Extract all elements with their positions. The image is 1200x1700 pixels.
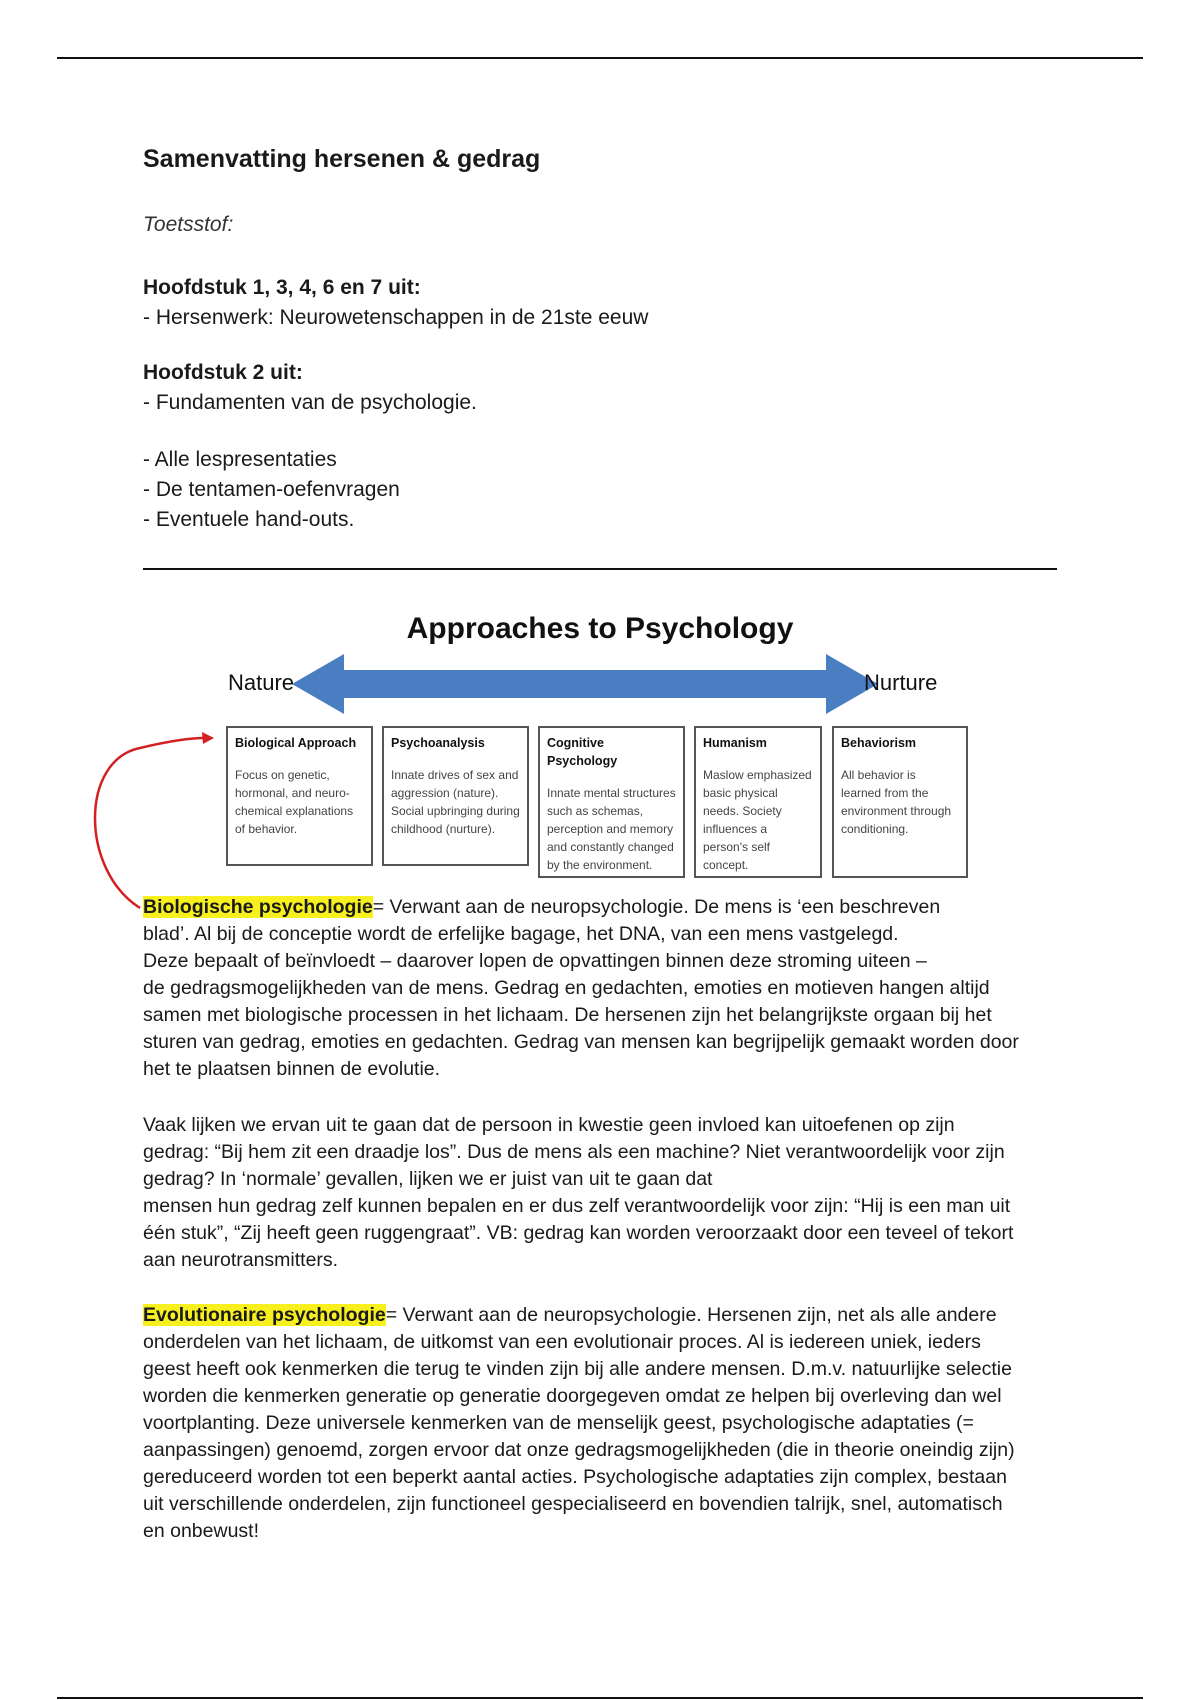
section-chapters-1 [143, 273, 648, 333]
paragraph-line: blad’. Al bij de conceptie wordt de erfelijke bagage, het DNA, van een mens vastgelegd. [143, 923, 899, 945]
bottom-rule [57, 1697, 1143, 1699]
approach-text: Focus on genetic, hormonal, and neuro-chemical explanations of behavior. [235, 768, 354, 836]
section-heading: Hoofdstuk 1, 3, 4, 6 en 7 uit: [143, 276, 421, 299]
list-item: - Eventuele hand-outs. [143, 508, 355, 531]
approach-text: Innate drives of sex and aggression (nature). Social upbringing during childhood (nurture). [391, 768, 520, 836]
paragraph-line: voortplanting. Deze universele kenmerken van de menselijk geest, psychologische adaptaties (= [143, 1412, 974, 1434]
paragraph-line: één stuk”, “Zij heeft geen ruggengraat”. VB: gedrag kan worden veroorzaakt door een teveel of tekort [143, 1222, 1014, 1244]
nature-nurture-arrow [222, 600, 978, 720]
section-divider [143, 568, 1057, 570]
paragraph-line: gedrag: “Bij hem zit een draadje los”. Dus de mens als een machine? Niet verantwoordelijk voor zijn [143, 1141, 1005, 1163]
approach-box-cognitive [538, 726, 685, 878]
approach-text: All behavior is learned from the environment through conditioning. [841, 768, 952, 836]
exam-material-label: Toetsstof: [143, 213, 234, 236]
figure-title: Approaches to Psychology [406, 612, 794, 645]
section-chapter-2 [143, 358, 477, 418]
paragraph-line: gedrag? In ‘normale’ gevallen, lijken we er juist van uit te gaan dat [143, 1168, 713, 1190]
paragraph-line: sturen van gedrag, emoties en gedachten. Gedrag van mensen kan begrijpelijk gemaakt worden door [143, 1031, 1019, 1053]
approach-heading: Behaviorism [841, 736, 917, 750]
paragraph-line: de gedragsmogelijkheden van de mens. Gedrag en gedachten, emoties en motieven hangen altijd [143, 977, 990, 999]
approach-box-psychoanalysis [382, 726, 529, 866]
section-item: - Fundamenten van de psychologie. [143, 391, 477, 414]
approach-heading: Humanism [703, 736, 767, 750]
paragraph-line: Deze bepaalt of beïnvloedt – daarover lopen de opvattingen binnen deze stroming uiteen – [143, 950, 927, 972]
approach-text: Innate mental structures such as schemas, perception and memory and constantly changed by the environment. [547, 786, 676, 872]
paragraph-line: mensen hun gedrag zelf kunnen bepalen en er dus zelf verantwoordelijk voor zijn: “Hij is een man uit [143, 1195, 1011, 1217]
approach-heading: Biological Approach [235, 736, 357, 750]
paragraph-line: uit verschillende onderdelen, zijn functioneel gespecialiseerd en bovendien talrijk, snel, automatisch [143, 1493, 1003, 1515]
section-item: - Hersenwerk: Neurowetenschappen in de 21ste eeuw [143, 306, 649, 329]
approach-box-biological [226, 726, 373, 866]
paragraph-biological-psychology [143, 894, 1063, 1083]
paragraph-responsibility [143, 1112, 1063, 1274]
paragraph-line: samen met biologische processen in het lichaam. De hersenen zijn het belangrijkste orgaan bij het [143, 1004, 992, 1026]
paragraph-evolutionary-psychology [143, 1302, 1063, 1545]
term-highlight: Biologische psychologie [143, 896, 373, 918]
paragraph-line: en onbewust! [143, 1520, 260, 1542]
nurture-label: Nurture [864, 670, 938, 695]
approach-heading: Psychoanalysis [391, 736, 485, 750]
approach-box-humanism [694, 726, 822, 878]
paragraph-line: aanpassingen) genoemd, zorgen ervoor dat onze gedragsmogelijkheden (die in theorie oneindig zijn) [143, 1439, 1015, 1461]
paragraph-line: geest heeft ook kenmerken die terug te vinden zijn bij alle andere mensen. D.m.v. natuurlijke selectie [143, 1358, 1012, 1380]
paragraph-line: worden die kenmerken generatie op generatie doorgegeven omdat ze helpen bij overleving dan wel [143, 1385, 1002, 1407]
nature-label: Nature [228, 670, 295, 695]
approach-box-behaviorism [832, 726, 968, 878]
approach-text: Maslow emphasized basic physical needs. Society influences a person's self concept. [703, 768, 812, 872]
paragraph-line: gereduceerd worden tot een beperkt aantal acties. Psychologische adaptaties zijn complex, bestaan [143, 1466, 1007, 1488]
page-title: Samenvatting hersenen & gedrag [143, 145, 541, 173]
list-item: - Alle lespresentaties [143, 448, 337, 471]
top-rule [57, 57, 1143, 59]
section-heading: Hoofdstuk 2 uit: [143, 361, 303, 384]
paragraph-line: aan neurotransmitters. [143, 1249, 339, 1271]
approach-heading: Cognitive Psychology [547, 736, 618, 768]
paragraph-line: onderdelen van het lichaam, de uitkomst van een evolutionair proces. Al is iedereen uniek, ieders [143, 1331, 981, 1353]
extra-material-list [143, 445, 400, 535]
paragraph-line: Vaak lijken we ervan uit te gaan dat de persoon in kwestie geen invloed kan uitoefenen op zijn [143, 1114, 955, 1136]
term-highlight: Evolutionaire psychologie [143, 1304, 386, 1326]
approaches-figure [222, 600, 978, 882]
list-item: - De tentamen-oefenvragen [143, 478, 400, 501]
paragraph-line: het te plaatsen binnen de evolutie. [143, 1058, 441, 1080]
paragraph-line: = Verwant aan de neuropsychologie. Hersenen zijn, net als alle andere [385, 1304, 997, 1326]
paragraph-line: = Verwant aan de neuropsychologie. De mens is ‘een beschreven [372, 896, 941, 918]
